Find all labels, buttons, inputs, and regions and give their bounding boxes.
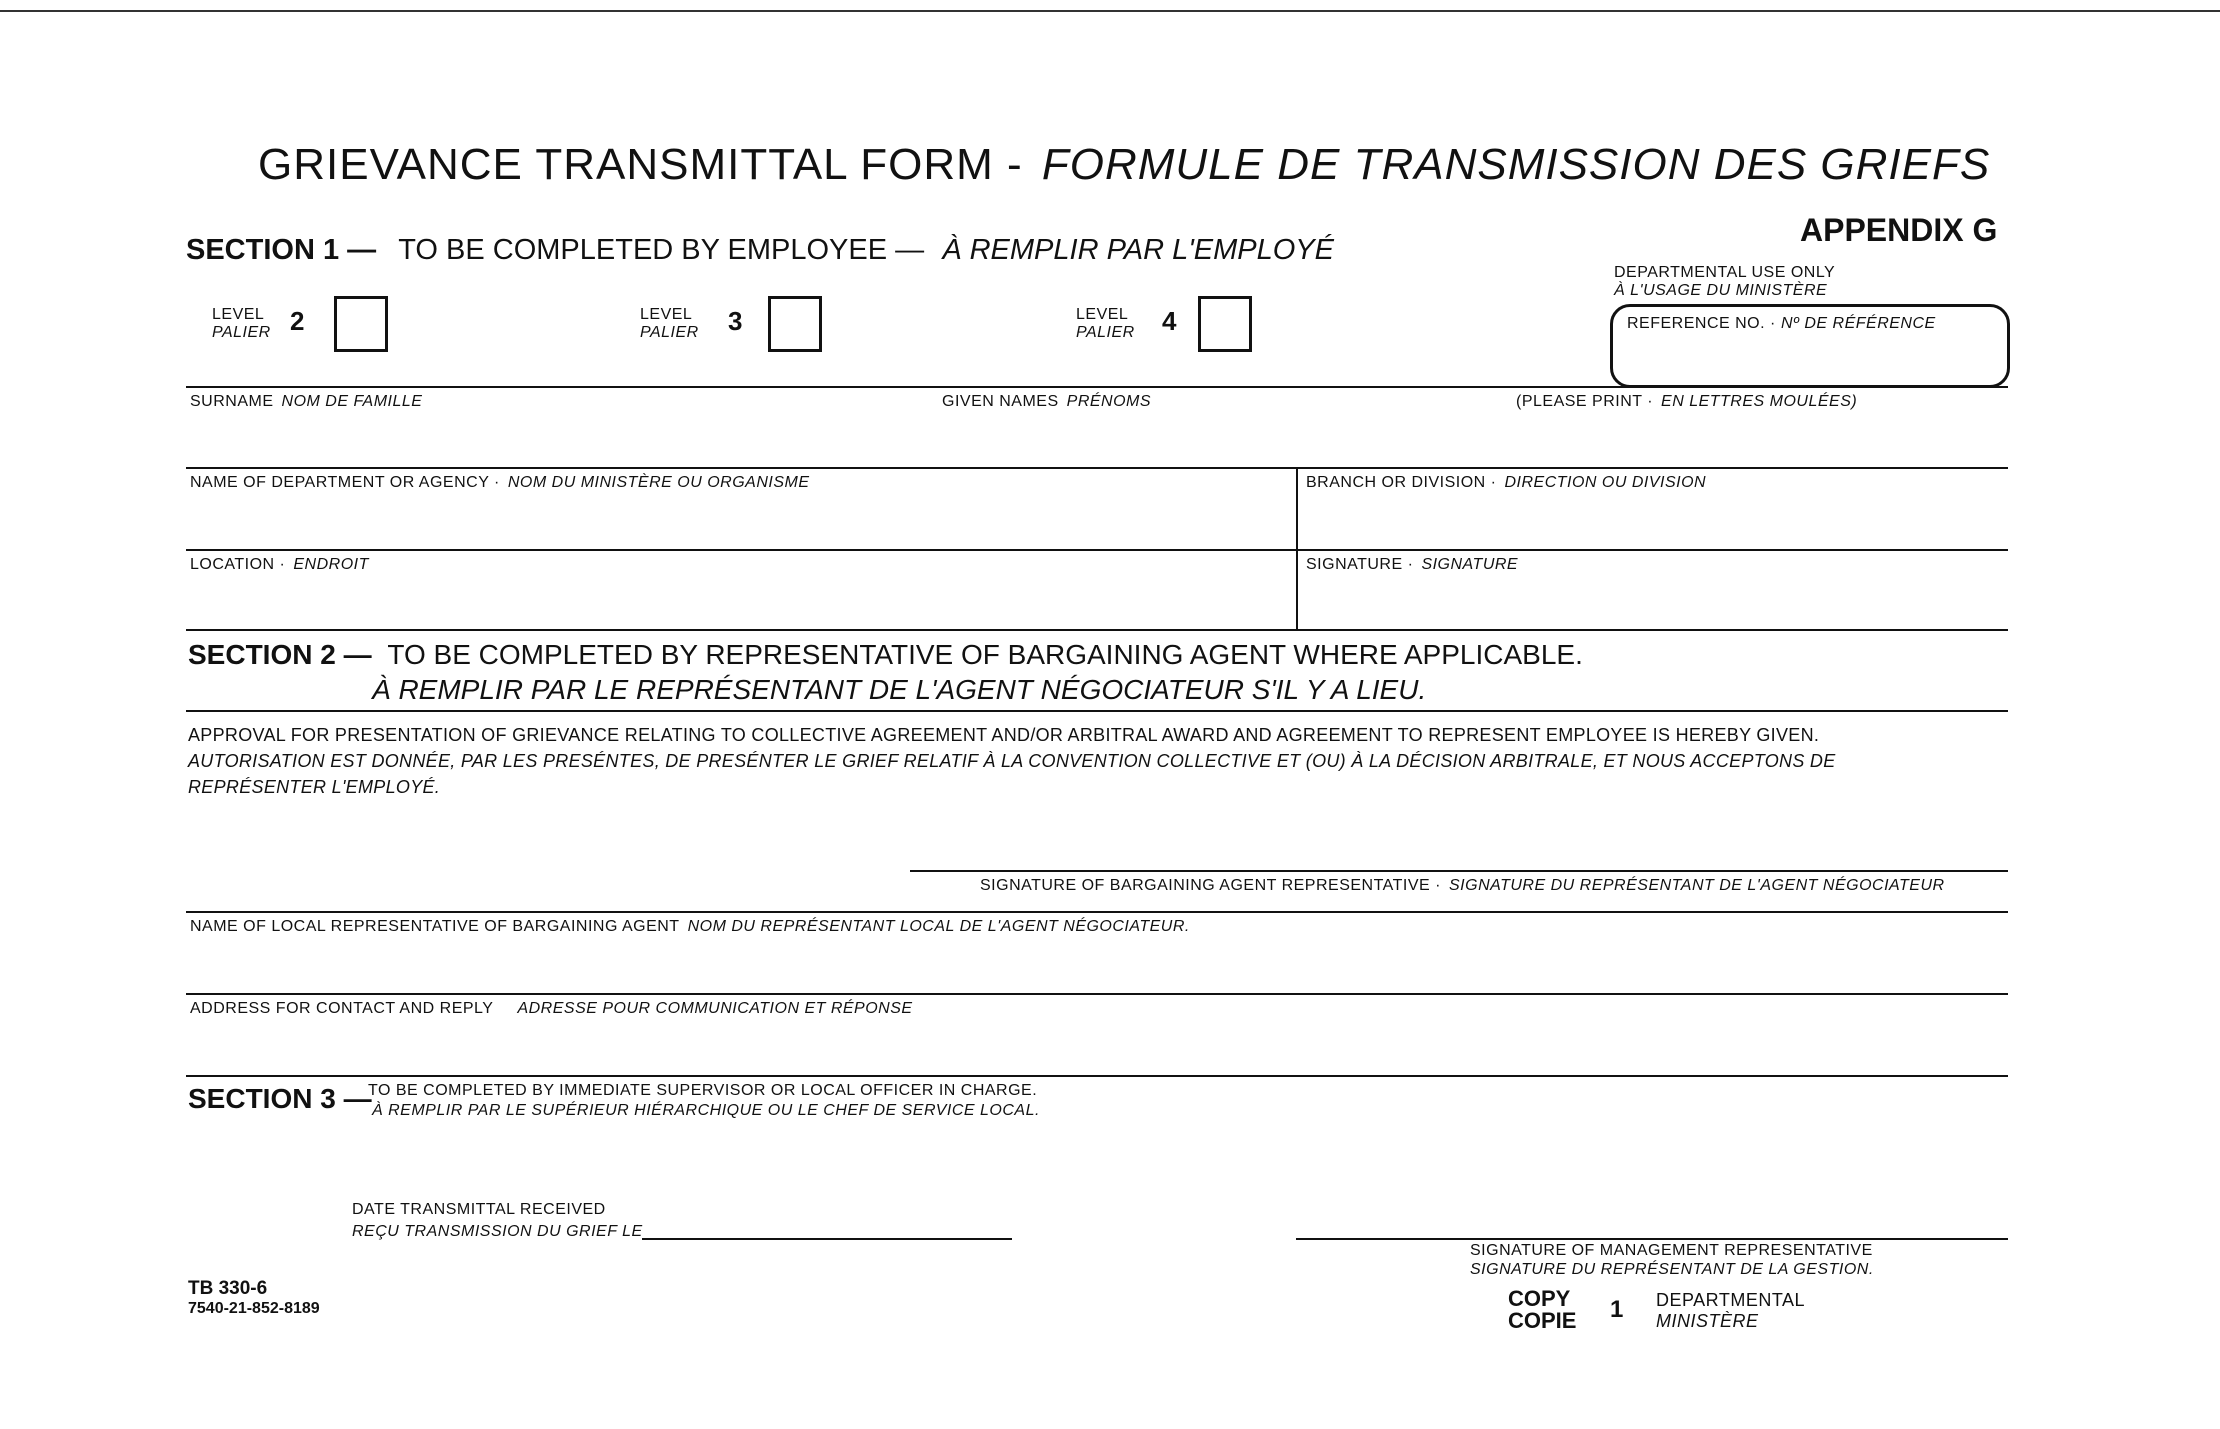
department-label-en: NAME OF DEPARTMENT OR AGENCY · xyxy=(190,474,500,491)
date-received-line[interactable] xyxy=(642,1238,1012,1240)
level3-checkbox[interactable] xyxy=(768,296,822,352)
management-signature-label-fr: SIGNATURE DU REPRÉSENTANT DE LA GESTION. xyxy=(1470,1261,1874,1278)
level2-label-en: LEVEL xyxy=(212,306,265,323)
employee-signature-label-fr: SIGNATURE xyxy=(1421,556,1519,573)
level4-label-en: LEVEL xyxy=(1076,306,1129,323)
location-label-fr: ENDROIT xyxy=(293,556,369,573)
section3-fr: À REMPLIR PAR LE SUPÉRIEUR HIÉRARCHIQUE OU LE CHEF DE SERVICE LOCAL. xyxy=(372,1102,1040,1119)
please-print-fr: EN LETTRES MOULÉES) xyxy=(1661,393,1858,410)
section2-fr: À REMPLIR PAR LE REPRÉSENTANT DE L'AGENT NÉGOCIATEUR S'IL Y A LIEU. xyxy=(372,674,1427,705)
section2-heading-bottom-line xyxy=(186,710,2008,712)
copy-destination-fr: MINISTÈRE xyxy=(1656,1311,1759,1331)
address-field[interactable] xyxy=(190,1000,913,1018)
level3-label-fr: PALIER xyxy=(640,324,699,341)
level3-label-en: LEVEL xyxy=(640,306,693,323)
level2-label-fr: PALIER xyxy=(212,324,271,341)
copy-number: 1 xyxy=(1610,1296,1624,1323)
location-field[interactable] xyxy=(190,556,369,574)
agent-signature-line[interactable] xyxy=(910,870,2008,872)
address-top-line xyxy=(186,993,2008,995)
approval-text-fr-1: AUTORISATION EST DONNÉE, PAR LES PRESÉNTES, DE PRESÉNTER LE GRIEF RELATIF À LA CONVENTION COLLECTIVE ET (OU) À LA DÉCISION ARBITRALE, ET NOUS ACCEPTONS DE xyxy=(188,751,1836,771)
surname-field[interactable] xyxy=(190,393,422,411)
departmental-use-en: DEPARTMENTAL USE ONLY xyxy=(1614,264,1836,281)
form-title-en: GRIEVANCE TRANSMITTAL FORM - xyxy=(258,140,1023,189)
management-signature-line[interactable] xyxy=(1296,1238,2008,1240)
level2-checkbox[interactable] xyxy=(334,296,388,352)
reference-number-box[interactable] xyxy=(1610,304,2010,388)
section1-fr: À REMPLIR PAR L'EMPLOYÉ xyxy=(942,234,1334,266)
stock-number: 7540-21-852-8189 xyxy=(188,1300,320,1317)
department-label-fr: NOM DU MINISTÈRE OU ORGANISME xyxy=(507,474,810,491)
section1-heading xyxy=(186,234,1334,267)
reference-number-label-en: REFERENCE NO. · xyxy=(1627,315,1776,332)
given-names-label-fr: PRÉNOMS xyxy=(1066,393,1152,410)
section1-en: TO BE COMPLETED BY EMPLOYEE — xyxy=(398,234,925,266)
location-label-en: LOCATION · xyxy=(190,556,286,573)
section1-number: SECTION 1 — xyxy=(186,234,377,266)
form-title xyxy=(258,140,1990,190)
branch-label-fr: DIRECTION OU DIVISION xyxy=(1504,474,1707,491)
reference-number-label-fr: Nº DE RÉFÉRENCE xyxy=(1781,315,1936,332)
surname-label-en: SURNAME xyxy=(190,393,274,410)
section2-top-line xyxy=(186,629,2008,631)
section3-en: TO BE COMPLETED BY IMMEDIATE SUPERVISOR OR LOCAL OFFICER IN CHARGE. xyxy=(368,1082,1038,1099)
agent-signature-label-en: SIGNATURE OF BARGAINING AGENT REPRESENTATIVE · xyxy=(980,877,1441,894)
please-print-note xyxy=(1516,393,1857,411)
branch-field[interactable] xyxy=(1306,474,1706,492)
local-rep-label-en: NAME OF LOCAL REPRESENTATIVE OF BARGAINING AGENT xyxy=(190,918,680,935)
form-title-fr: FORMULE DE TRANSMISSION DES GRIEFS xyxy=(1041,140,1991,189)
employee-signature-field[interactable] xyxy=(1306,556,1518,574)
agent-signature-label-fr: SIGNATURE DU REPRÉSENTANT DE L'AGENT NÉGOCIATEUR xyxy=(1449,877,1945,894)
local-rep-top-line xyxy=(186,911,2008,913)
level4-label-fr: PALIER xyxy=(1076,324,1135,341)
approval-text-fr-2: REPRÉSENTER L'EMPLOYÉ. xyxy=(188,777,441,797)
copy-label-en: COPY xyxy=(1508,1286,1571,1311)
scan-top-edge xyxy=(0,10,2220,12)
local-rep-field[interactable] xyxy=(190,918,1190,936)
level3-number: 3 xyxy=(728,306,743,336)
approval-text-en: APPROVAL FOR PRESENTATION OF GRIEVANCE RELATING TO COLLECTIVE AGREEMENT AND/OR ARBITRAL AWARD AND AGREEMENT TO REPRESENT EMPLOYEE IS HEREBY GIVEN. xyxy=(188,725,1820,745)
section2-number: SECTION 2 — xyxy=(188,639,372,670)
address-label-fr: ADRESSE POUR COMMUNICATION ET RÉPONSE xyxy=(517,1000,913,1017)
department-branch-divider xyxy=(1296,467,1298,629)
branch-label-en: BRANCH OR DIVISION · xyxy=(1306,474,1497,491)
level4-number: 4 xyxy=(1162,306,1177,336)
department-field[interactable] xyxy=(190,474,809,492)
date-received-label-en: DATE TRANSMITTAL RECEIVED xyxy=(352,1201,606,1218)
section2-heading xyxy=(188,639,1583,671)
department-row-top-line xyxy=(186,467,2008,469)
section3-top-line xyxy=(186,1075,2008,1077)
local-rep-label-fr: NOM DU REPRÉSENTANT LOCAL DE L'AGENT NÉGOCIATEUR. xyxy=(687,918,1190,935)
name-row-top-line xyxy=(186,386,2008,388)
location-row-top-line xyxy=(186,549,2008,551)
management-signature-label-en: SIGNATURE OF MANAGEMENT REPRESENTATIVE xyxy=(1470,1242,1873,1259)
given-names-label-en: GIVEN NAMES xyxy=(942,393,1059,410)
agent-signature-label xyxy=(980,877,1945,895)
level4-checkbox[interactable] xyxy=(1198,296,1252,352)
address-label-en: ADDRESS FOR CONTACT AND REPLY xyxy=(190,1000,494,1017)
given-names-field[interactable] xyxy=(942,393,1151,411)
please-print-en: (PLEASE PRINT · xyxy=(1516,393,1654,410)
appendix-label: APPENDIX G xyxy=(1800,212,1998,248)
employee-signature-label-en: SIGNATURE · xyxy=(1306,556,1414,573)
surname-label-fr: NOM DE FAMILLE xyxy=(281,393,423,410)
form-number: TB 330-6 xyxy=(188,1278,268,1299)
section3-number: SECTION 3 — xyxy=(188,1083,372,1114)
copy-label-fr: COPIE xyxy=(1508,1308,1577,1333)
copy-destination-en: DEPARTMENTAL xyxy=(1656,1290,1806,1310)
level2-number: 2 xyxy=(290,306,305,336)
section2-en: TO BE COMPLETED BY REPRESENTATIVE OF BARGAINING AGENT WHERE APPLICABLE. xyxy=(387,639,1583,670)
date-received-label-fr: REÇU TRANSMISSION DU GRIEF LE xyxy=(352,1223,643,1240)
departmental-use-fr: À L'USAGE DU MINISTÈRE xyxy=(1614,282,1828,299)
